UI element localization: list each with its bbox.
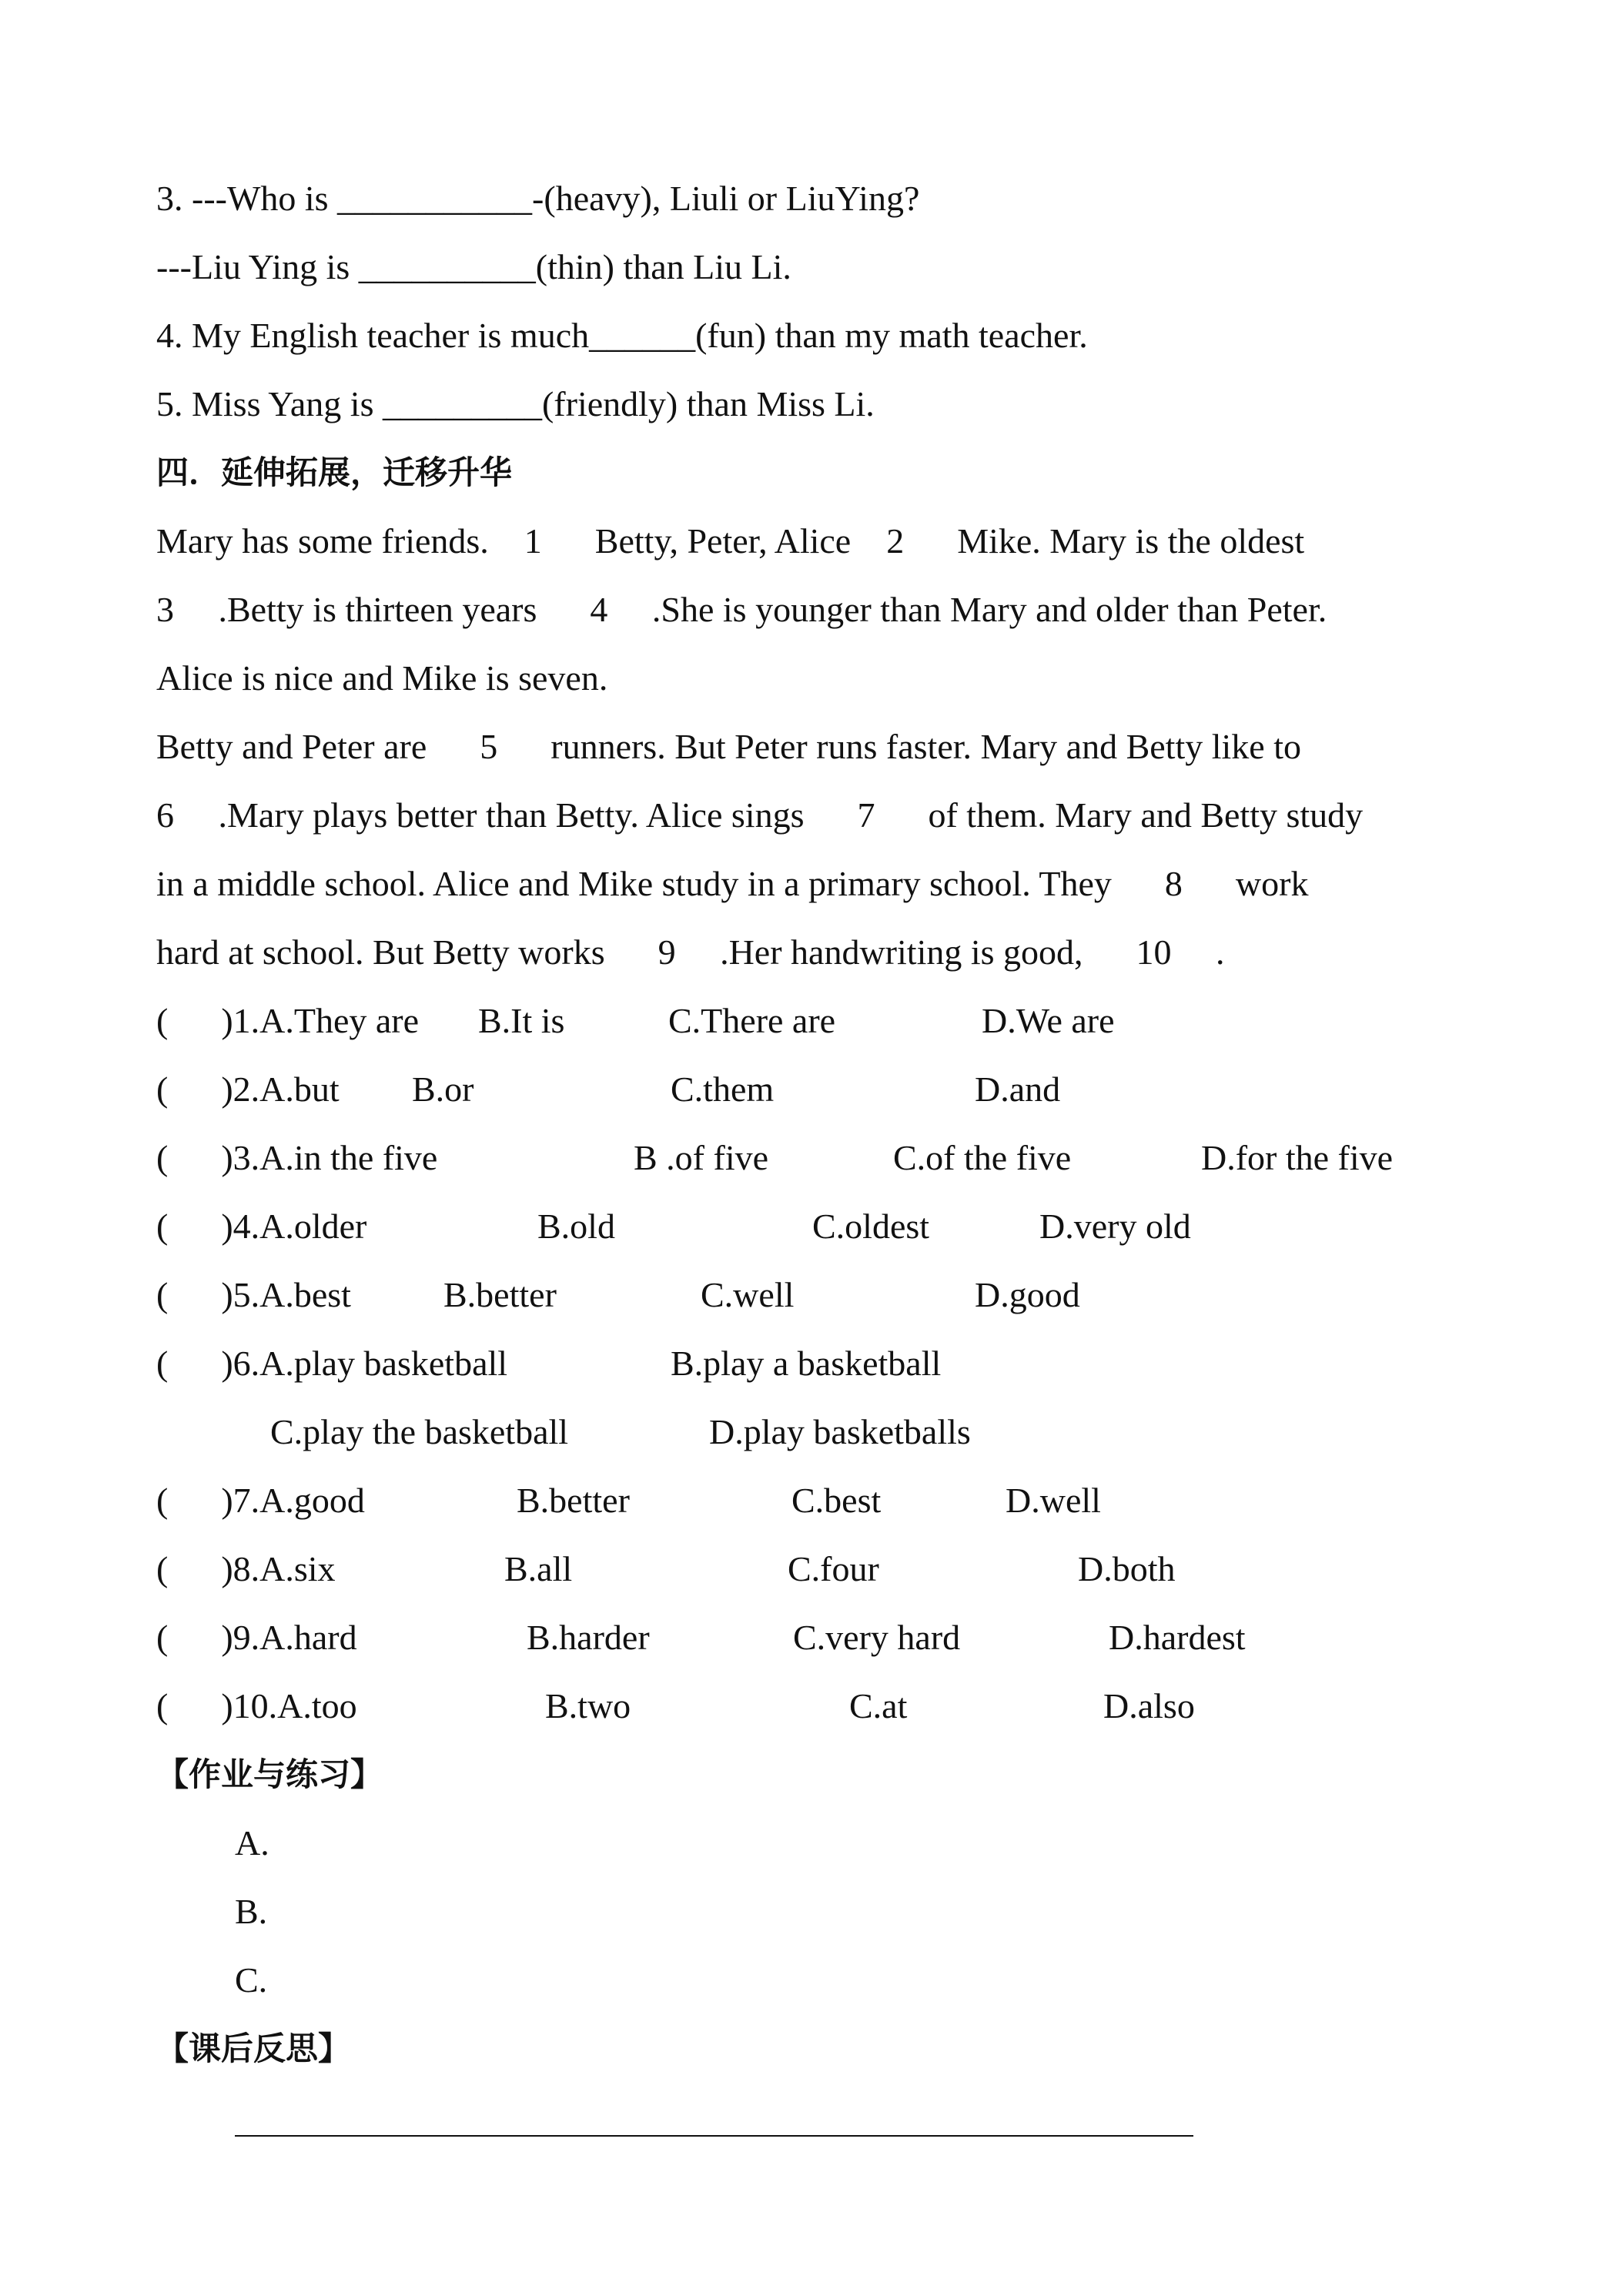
option-b: B.two [545,1686,631,1725]
option-d: D.very old [1039,1207,1191,1246]
option-c: C.of the five [893,1138,1072,1177]
question-stem: ( )10.A.too [156,1686,357,1725]
choice-question-10 [156,1683,1195,1729]
passage-line: in a middle school. Alice and Mike study in a primary school. They 8 work [156,864,1309,903]
choice-question-4 [156,1203,1191,1250]
reflection-answer-line[interactable] [235,2135,1193,2137]
option-d: D.We are [982,1001,1115,1040]
option-c: C.oldest [812,1207,930,1246]
question-stem: ( )3.A.in the five [156,1138,438,1177]
choice-question-1 [156,998,1115,1044]
passage-line: 6 .Mary plays better than Betty. Alice sings 7 of them. Mary and Betty study [156,795,1364,835]
homework-item-a: A. [235,1823,269,1863]
option-c: C.them [671,1069,775,1109]
option-d: D.well [1006,1481,1101,1520]
option-c: C.play the basketball [270,1412,569,1451]
choice-question-2 [156,1066,1061,1113]
option-d: D.both [1078,1549,1176,1588]
option-b: B.better [443,1275,557,1314]
passage-line: Mary has some friends. 1 Betty, Peter, Alice 2 Mike. Mary is the oldest [156,521,1305,561]
option-b: B .of five [634,1138,769,1177]
option-d: D.and [975,1069,1061,1109]
option-d: D.also [1103,1686,1195,1725]
passage-line: hard at school. But Betty works 9 .Her handwriting is good, 10 . [156,932,1225,972]
passage-line: 3 .Betty is thirteen years 4 .She is younger than Mary and older than Peter. [156,590,1327,629]
option-b: B.play a basketball [671,1344,942,1383]
passage-line: Betty and Peter are 5 runners. But Peter runs faster. Mary and Betty like to [156,727,1301,766]
question-5: 5. Miss Yang is _________(friendly) than Miss Li. [156,384,875,423]
option-c: C.at [849,1686,908,1725]
homework-heading: 【作业与练习】 [156,1755,383,1793]
question-stem: ( )5.A.best [156,1275,351,1314]
question-stem: ( )1.A.They are [156,1001,420,1040]
option-b: B.harder [527,1618,650,1657]
option-b: B.better [517,1481,630,1520]
passage-line: Alice is nice and Mike is seven. [156,658,608,698]
choice-question-8 [156,1546,1176,1592]
option-d: D.good [975,1275,1080,1314]
homework-item-c: C. [235,1960,268,2000]
option-b: B.or [412,1069,474,1109]
question-stem: ( )2.A.but [156,1069,340,1109]
choice-question-7 [156,1478,1101,1524]
choice-question-3 [156,1135,1394,1181]
section-4-heading: 四．延伸拓展，迁移升华 [156,454,513,491]
question-stem: ( )8.A.six [156,1549,336,1588]
choice-question-6-continued [156,1409,971,1455]
option-d: D.hardest [1109,1618,1246,1657]
option-b: B.old [537,1207,615,1246]
option-c: C.best [791,1481,882,1520]
option-c: C.There are [668,1001,836,1040]
question-3b: ---Liu Ying is __________(thin) than Liu Li. [156,247,791,286]
question-stem: ( )9.A.hard [156,1618,357,1657]
question-3a: 3. ---Who is ___________-(heavy), Liuli or LiuYing? [156,179,920,218]
option-d: D.for the five [1201,1138,1394,1177]
option-c: C.four [788,1549,879,1588]
choice-question-9 [156,1615,1246,1661]
choice-question-6 [156,1340,942,1387]
option-b: B.all [504,1549,573,1588]
option-c: C.well [701,1275,795,1314]
reflection-heading: 【课后反思】 [156,2030,351,2067]
question-stem: ( )6.A.play basketball [156,1344,508,1383]
question-4: 4. My English teacher is much______(fun) than my math teacher. [156,316,1088,355]
question-stem: ( )4.A.older [156,1207,367,1246]
option-c: C.very hard [793,1618,961,1657]
option-b: B.It is [478,1001,565,1040]
option-d: D.play basketballs [709,1412,971,1451]
choice-question-5 [156,1272,1080,1318]
question-stem: ( )7.A.good [156,1481,365,1520]
homework-item-b: B. [235,1892,268,1931]
